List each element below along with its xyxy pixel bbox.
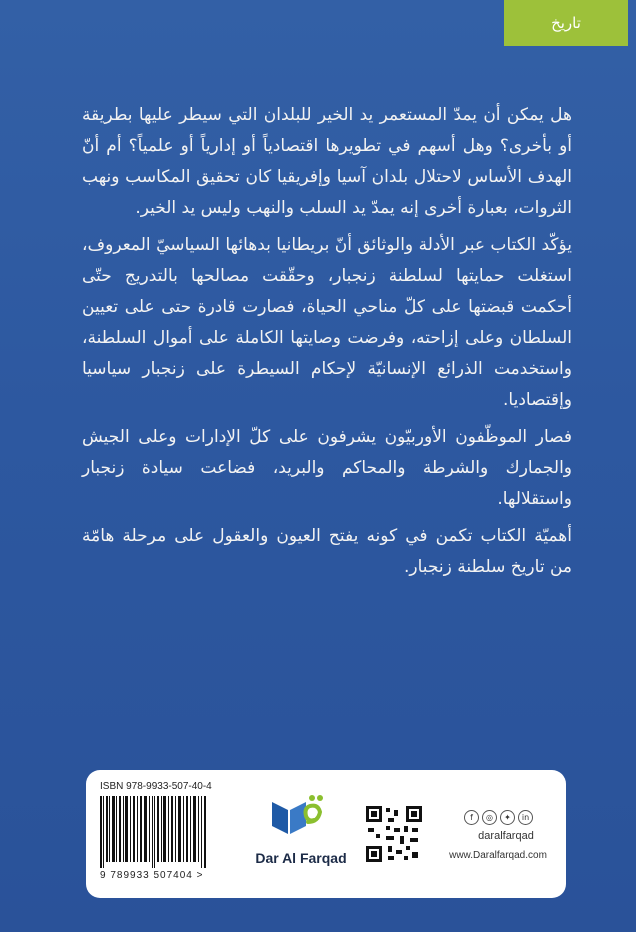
- blurb-text: [82, 100, 572, 589]
- blurb-paragraph-4: أهميّة الكتاب تكمن في كونه يفتح العيون والعقول على مرحلة هامّة من تاريخ سلطنة زنجبار.: [82, 526, 572, 577]
- facebook-icon[interactable]: f: [464, 810, 479, 825]
- social-handle: daralfarqad: [478, 830, 534, 842]
- barcode-icon: [100, 796, 210, 868]
- blurb-paragraph-2: يؤكّد الكتاب عبر الأدلة والوثائق أنّ بريطانيا بدهائها السياسيّ المعروف، استغلت حمايتها لسلطنة زنجبار، وحقّقت مصالحها بالتدريج حتّى أحكمت قبضتها على كلّ مناحي الحياة، فصارت قادرة حتى على تعيين السلطان وعلى إزاحته، وفرضت وصايتها الكاملة على أموال السلطنة، واستخدمت الذرائع الإنسانيّة لإحكام السيطرة على زنجبار سياسيا وإقتصاديا.: [82, 235, 572, 410]
- twitter-icon[interactable]: ✦: [500, 810, 515, 825]
- linkedin-icon[interactable]: in: [518, 810, 533, 825]
- instagram-icon[interactable]: ◎: [482, 810, 497, 825]
- publisher-logo-icon: [268, 792, 328, 842]
- blurb-paragraph-1: هل يمكن أن يمدّ المستعمر يد الخير للبلدان التي سيطر عليها بطريقة أو بأخرى؟ وهل أسهم في تطويرها اقتصادياً أو إدارياً أو علمياً؟ أم أنّ الهدف الأساس لاحتلال بلدان آسيا وإفريقيا كان تحقيق المكاسب ونهب الثروات، بعبارة أخرى إنه يمدّ يد السلب والنهب وليس يد الخير.: [82, 105, 572, 218]
- category-tag: تاريخ: [504, 0, 628, 46]
- social-icons: [464, 810, 533, 825]
- isbn-label: ISBN 978-9933-507-40-4: [100, 781, 212, 792]
- blurb-paragraph-3: فصار الموظّفون الأوربيّون يشرفون على كلّ الإدارات وعلى الجيش والجمارك والشرطة والمحاكم والبريد، فضاعت سيادة زنجبار واستقلالها.: [82, 427, 572, 509]
- publisher-name: Dar Al Farqad: [255, 850, 347, 866]
- website-link[interactable]: www.Daralfarqad.com: [449, 850, 547, 861]
- qr-code-icon: [366, 806, 422, 862]
- publisher-footer: [86, 770, 566, 898]
- barcode-number: 9 789933 507404 >: [100, 870, 204, 881]
